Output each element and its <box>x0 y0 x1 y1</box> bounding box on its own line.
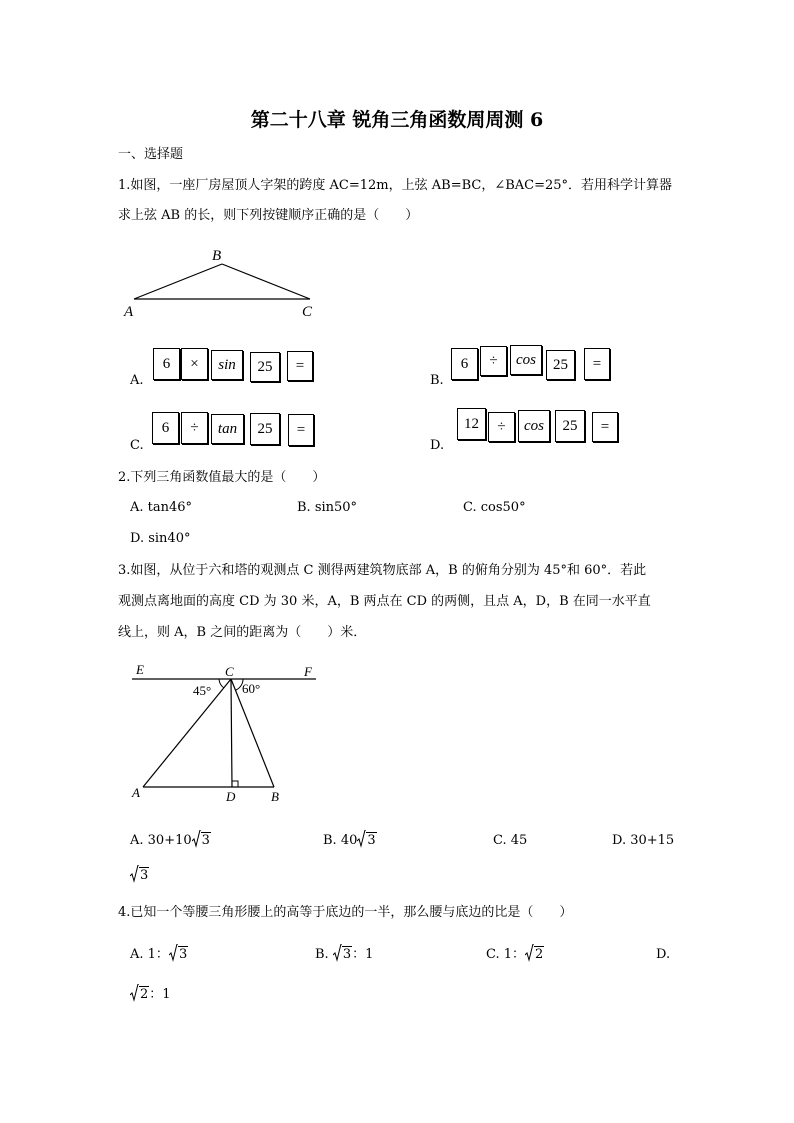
label-a: A <box>132 785 140 800</box>
q2-stem: 2.下列三角函数值最大的是（ ） <box>118 470 326 485</box>
key-cos: cos <box>518 410 550 442</box>
sqrt-symbol <box>130 986 149 1004</box>
label-a: A <box>124 304 134 320</box>
q1-option-a-label: A. <box>130 373 144 388</box>
page-title: 第二十八章 锐角三角函数周周测 6 <box>250 109 544 131</box>
key-25: 25 <box>546 350 575 380</box>
q3-option-b-radicand: 3 <box>367 833 376 848</box>
sqrt-symbol <box>357 832 376 850</box>
key-equals: = <box>288 414 314 446</box>
segment-cd <box>231 679 232 787</box>
key-equals: = <box>592 412 618 442</box>
key-cos: cos <box>510 345 542 375</box>
key-12: 12 <box>457 408 486 440</box>
q1-stem-line2: 求上弦 AB 的长，则下列按键顺序正确的是（ ） <box>118 208 419 223</box>
q3-option-d-radicand: 3 <box>140 868 149 883</box>
q2-option-c: C. cos50° <box>463 500 526 515</box>
q3-tower-figure <box>126 660 326 806</box>
q4-option-c-text: C. 1： <box>486 947 526 962</box>
sqrt-symbol <box>130 867 149 885</box>
q4-option-d-suffix: ：1 <box>149 987 171 1002</box>
section-heading: 一、选择题 <box>118 147 184 162</box>
key-divide: ÷ <box>488 412 515 442</box>
label-angle-60: 60° <box>242 681 261 696</box>
sqrt-symbol <box>192 832 211 850</box>
segment-ab <box>134 264 222 299</box>
q3-option-a-text: A. 30+10 <box>130 833 192 848</box>
q4-option-c <box>486 946 544 964</box>
label-e: E <box>136 662 144 677</box>
angle-arc-45 <box>219 679 224 688</box>
q3-stem-line2: 观测点离地面的高度 CD 为 30 米，A，B 两点在 CD 的两侧，且点 A，D，B 在同一水平直 <box>118 594 651 609</box>
sqrt-symbol <box>333 946 352 964</box>
q4-option-a <box>130 946 188 964</box>
q3-option-b-text: B. 40 <box>323 833 358 848</box>
key-6: 6 <box>152 412 179 444</box>
q3-option-d-continued <box>130 867 149 885</box>
q1-truss-figure <box>118 244 328 322</box>
q4-stem: 4.已知一个等腰三角形腰上的高等于底边的一半，那么腰与底边的比是（ ） <box>118 905 573 920</box>
q3-stem-line1: 3.如图，从位于六和塔的观测点 C 测得两建筑物底部 A，B 的俯角分别为 45°和 60°．若此 <box>118 563 647 578</box>
key-divide: ÷ <box>480 346 507 376</box>
label-f: F <box>304 664 312 679</box>
key-sin: sin <box>211 350 243 380</box>
key-equals: = <box>287 351 313 381</box>
q4-option-b <box>315 946 373 964</box>
key-25: 25 <box>555 410 585 442</box>
sqrt-symbol <box>169 946 188 964</box>
label-c: C <box>302 304 313 320</box>
key-times: × <box>181 348 208 380</box>
q1-option-b-label: B. <box>430 373 444 388</box>
q1-option-c-label: C. <box>130 438 144 453</box>
label-b: B <box>271 789 279 804</box>
q2-option-d: D. sin40° <box>130 531 191 546</box>
q3-option-b <box>323 832 377 850</box>
label-d: D <box>226 789 236 804</box>
q2-option-a: A. tan46° <box>130 500 193 515</box>
q3-option-d-text: D. 30+15 <box>612 833 675 848</box>
key-equals: = <box>584 348 610 380</box>
segment-bc <box>222 264 310 299</box>
q4-option-c-radicand: 2 <box>535 947 544 962</box>
right-angle-mark <box>232 781 238 787</box>
key-6: 6 <box>153 348 180 380</box>
key-divide: ÷ <box>181 412 208 444</box>
segment-ca <box>143 679 231 787</box>
q1-option-d-label: D. <box>430 438 445 453</box>
sqrt-symbol <box>525 946 544 964</box>
q4-option-a-text: A. 1： <box>130 947 169 962</box>
label-c: C <box>225 664 234 679</box>
q4-option-d-continued <box>130 986 171 1004</box>
q3-stem-line3: 线上，则 A，B 之间的距离为（ ）米． <box>118 625 367 640</box>
key-25: 25 <box>250 352 280 382</box>
key-25: 25 <box>250 413 280 445</box>
label-angle-45: 45° <box>193 683 212 698</box>
label-b: B <box>212 248 222 264</box>
q3-option-a-radicand: 3 <box>201 833 210 848</box>
q4-option-b-text: B. <box>315 947 333 962</box>
q4-option-b-radicand: 3 <box>342 947 352 962</box>
key-6: 6 <box>451 348 478 380</box>
q4-option-d-text: D. <box>656 947 671 962</box>
q3-option-c: C. 45 <box>493 833 528 848</box>
q4-option-a-radicand: 3 <box>178 947 188 962</box>
q1-stem-line1: 1.如图，一座厂房屋顶人字架的跨度 AC=12m，上弦 AB=BC，∠BAC=25°．若用科学计算器 <box>118 178 673 193</box>
q2-option-b: B. sin50° <box>297 500 358 515</box>
q4-option-d-radicand: 2 <box>140 987 149 1002</box>
key-tan: tan <box>211 414 244 444</box>
q3-option-a <box>130 832 211 850</box>
q4-option-b-suffix: ：1 <box>352 947 374 962</box>
